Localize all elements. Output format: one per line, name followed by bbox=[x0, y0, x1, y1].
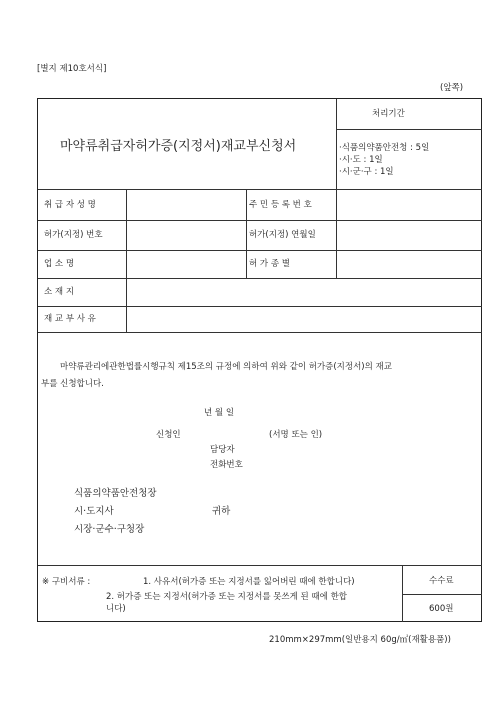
required-docs-label: ※ 구비서류 : bbox=[42, 577, 91, 587]
application-form bbox=[37, 98, 482, 622]
statement-line: 마약류관리에관한법률시행규칙 제15조의 규정에 의하여 위와 같이 허가증(지정서)의 재교 bbox=[60, 362, 392, 372]
date-line: 년 월 일 bbox=[204, 408, 235, 418]
processing-period-heading: 처리기간 bbox=[372, 109, 405, 119]
address-label: 소 재 지 bbox=[44, 287, 75, 297]
processing-item: ·식품의약품안전청 : 5일 bbox=[339, 143, 430, 153]
signature-label: (서명 또는 인) bbox=[269, 430, 323, 440]
person-in-charge-label: 담당자 bbox=[210, 445, 235, 455]
honorific: 귀하 bbox=[212, 506, 231, 517]
resident-number-label: 주 민 등 록 번 호 bbox=[249, 200, 312, 210]
business-name-label: 업 소 명 bbox=[44, 259, 75, 269]
processing-item: ·시·도 : 1일 bbox=[339, 155, 383, 165]
phone-label: 전화번호 bbox=[210, 460, 243, 470]
recipient: 시장·군수·구청장 bbox=[74, 524, 145, 535]
required-doc-item: 1. 사유서(허가증 또는 지정서를 잃어버린 때에 한합니다) bbox=[143, 577, 355, 587]
permit-date-label: 허가(지정) 연월일 bbox=[249, 230, 316, 240]
reason-label: 재 교 부 사 유 bbox=[44, 314, 96, 324]
recipient: 식품의약품안전청장 bbox=[74, 488, 157, 499]
permit-type-label: 허 가 종 별 bbox=[249, 259, 290, 269]
fee-value: 600원 bbox=[429, 604, 454, 614]
permit-number-label: 허가(지정) 번호 bbox=[44, 230, 103, 240]
form-number: [별지 제10호서식] bbox=[37, 64, 107, 74]
statement-line: 부를 신청합니다. bbox=[41, 379, 104, 389]
fee-label: 수수료 bbox=[429, 576, 454, 586]
recipient: 시·도지사 bbox=[74, 506, 114, 517]
handler-name-label: 취 급 자 성 명 bbox=[44, 200, 96, 210]
form-title: 마약류취급자허가증(지정서)재교부신청서 bbox=[60, 139, 297, 154]
side-indicator: (앞쪽) bbox=[440, 83, 464, 93]
applicant-label: 신청인 bbox=[156, 430, 181, 440]
required-doc-item-cont: 니다) bbox=[106, 604, 126, 614]
required-doc-item: 2. 허가증 또는 지정서(허가증 또는 지정서를 못쓰게 된 때에 한합 bbox=[106, 592, 348, 602]
paper-spec: 210mm×297mm(일반용지 60g/㎡(재활용품)) bbox=[269, 635, 451, 645]
processing-item: ·시·군·구 : 1일 bbox=[339, 167, 394, 177]
